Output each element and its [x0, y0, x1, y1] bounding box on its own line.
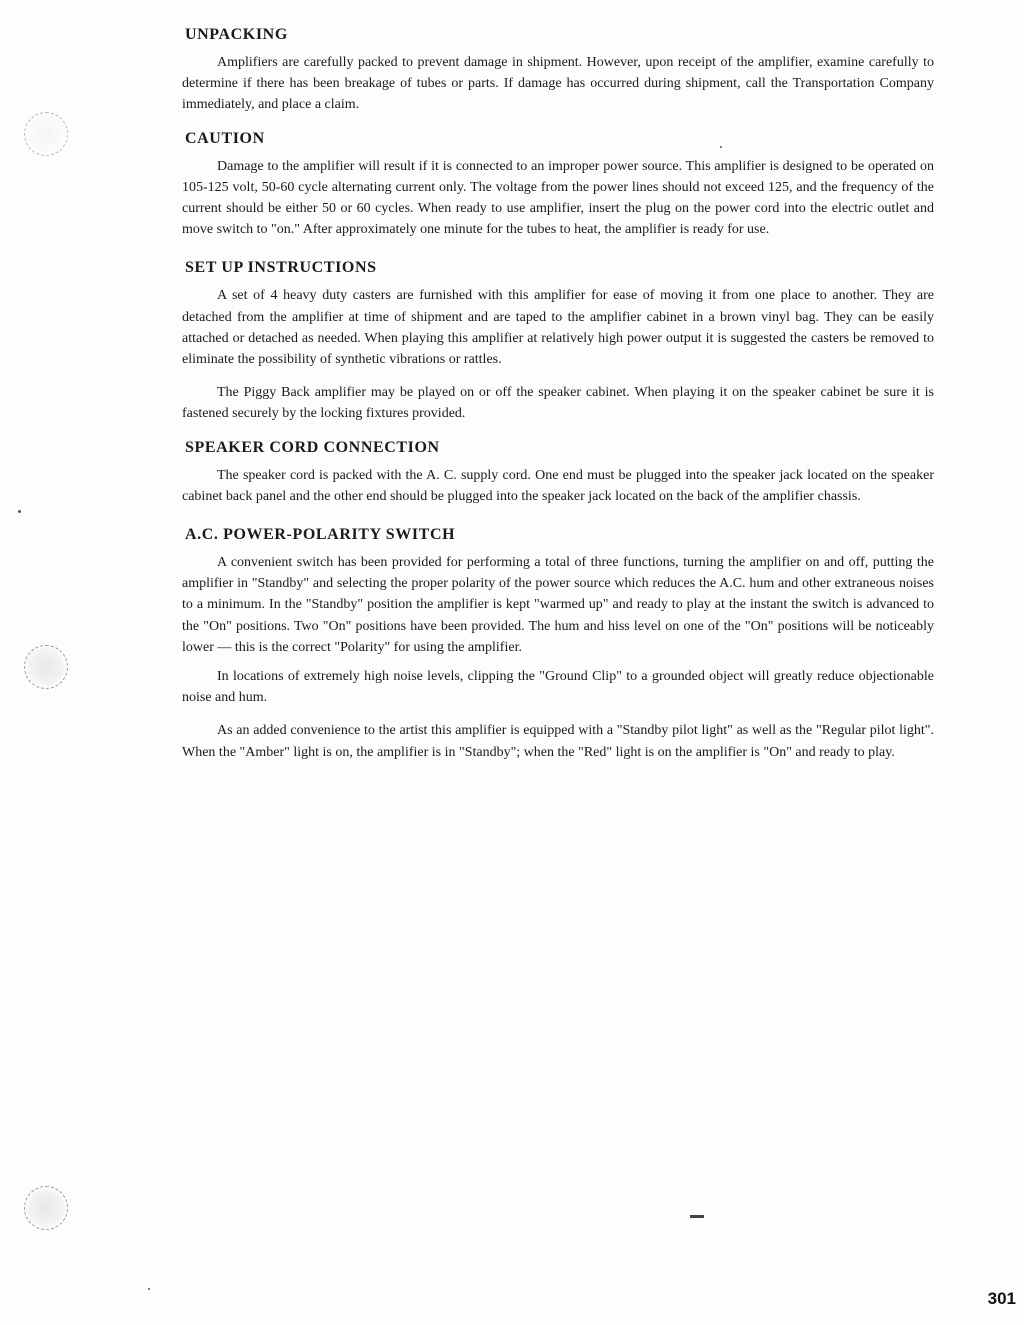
section-heading: SET UP INSTRUCTIONS: [185, 259, 377, 277]
section-setup: [182, 257, 934, 424]
punch-hole-bottom: [24, 1186, 68, 1230]
paragraph: In locations of extremely high noise levels, clipping the "Ground Clip" to a grounded object will greatly reduce objectionable noise and hum.: [182, 669, 934, 706]
paragraph: Amplifiers are carefully packed to prevent damage in shipment. However, upon receipt of the amplifier, examine carefully to determine if there has been breakage of tubes or parts. If damage has occurred during shipment, call the Transportation Company immediately, and place a claim.: [182, 55, 934, 113]
scan-mark: [690, 1215, 704, 1218]
section-unpacking: [182, 24, 934, 116]
document-body: [182, 24, 934, 763]
scan-speck: [148, 1288, 150, 1290]
section-heading: SPEAKER CORD CONNECTION: [185, 438, 440, 456]
paragraph: The speaker cord is packed with the A. C. supply cord. One end must be plugged into the speaker jack located on the speaker cabinet back panel and the other end should be plugged into the speaker jack located on the back of the amplifier chassis.: [182, 467, 934, 504]
scan-speck: [18, 510, 21, 513]
section-heading: CAUTION: [185, 129, 265, 147]
section-caution: [182, 128, 934, 241]
paragraph: A set of 4 heavy duty casters are furnished with this amplifier for ease of moving it from one place to another. They are detached from the amplifier at time of shipment and are taped to the amplifier cabinet in a brown vinyl bag. They can be easily attached or detached as needed. When playing this amplifier at relatively high power output it is suggested the casters be removed to eliminate the possibility of synthetic vibrations or rattles.: [182, 288, 934, 368]
page-number: 301: [987, 1289, 1016, 1308]
punch-hole-top: [24, 112, 68, 156]
paragraph: As an added convenience to the artist this amplifier is equipped with a "Standby pilot light" as well as the "Regular pilot light". When the "Amber" light is on, the amplifier is in "Standby"; when the "Red" light is on the amplifier is "On" and ready to play.: [182, 723, 934, 760]
paragraph: The Piggy Back amplifier may be played on or off the speaker cabinet. When playing it on the speaker cabinet be sure it is fastened securely by the locking fixtures provided.: [182, 385, 934, 422]
punch-hole-middle: [24, 645, 68, 689]
section-heading: UNPACKING: [185, 26, 288, 43]
section-speaker-cord: [182, 437, 934, 507]
section-heading: A.C. POWER-POLARITY SWITCH: [185, 526, 456, 544]
section-power-polarity: [182, 524, 934, 763]
paragraph: A convenient switch has been provided for performing a total of three functions, turning the amplifier on and off, putting the amplifier in "Standby" and selecting the proper polarity of the power source which reduces the A.C. hum and other extraneous noises to a minimum. In the "Standby" position the amplifier is kept "warmed up" and ready to play at the instant the switch is advanced to the "On" positions. Two "On" positions have been provided. The hum and hiss level on one of the "On" positions will be noticeably lower — this is the correct "Polarity" for using the amplifier.: [182, 555, 934, 655]
paragraph: Damage to the amplifier will result if it is connected to an improper power source. This amplifier is designed to be operated on 105-125 volt, 50-60 cycle alternating current only. The voltage from the power lines should not exceed 125, and the frequency of the current should be either 50 or 60 cycles. When ready to use amplifier, insert the plug on the power cord into the electric outlet and move switch to "on." After approximately one minute for the tubes to heat, the amplifier is ready for use.: [182, 158, 934, 238]
